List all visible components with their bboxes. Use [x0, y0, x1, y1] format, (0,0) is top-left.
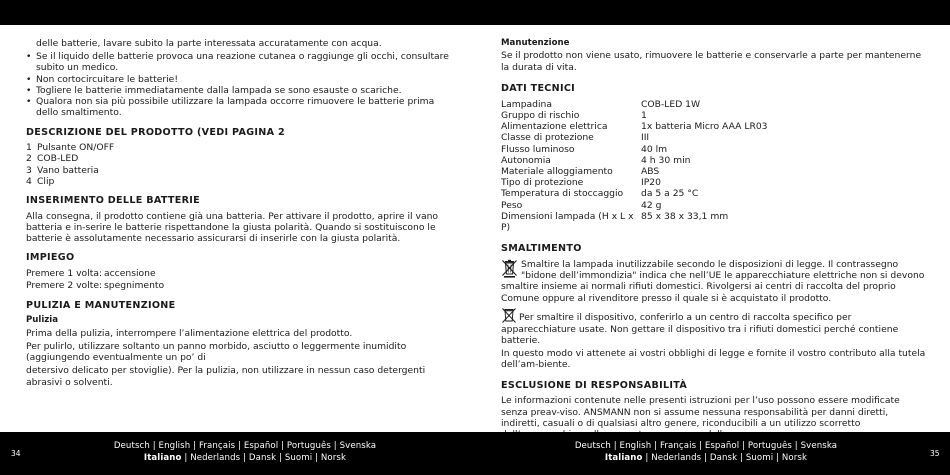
table-row: Materiale alloggiamento ABS [501, 165, 660, 177]
list-item: 4 Clip [26, 175, 55, 187]
table-row: Alimentazione elettrica 1x batteria Micro AAA LR03 [501, 121, 768, 133]
language-list: Italiano | Nederlands | Dansk | Suomi | Norsk [604, 452, 808, 463]
table-row: Autonomia 4 h 30 min [501, 154, 691, 166]
language-list: Deutsch | English | Français | Español | Português | Svenska [574, 441, 838, 451]
liability-text: Le informazioni contenute nelle presenti istruzioni per l’uso possono essere modificate senza preav-viso. ANSMANN non si assume nessuna responsabilità per danni diretti, indiretti, casuali o di qualsiasi altro genere, riconducibili a un utilizzo scorretto [501, 395, 900, 429]
list-item: • Non cortocircuitare le batterie! [26, 74, 450, 85]
battery-safety-intro: delle batterie, lavare subito la parte interessata accuratamente con acqua. [36, 38, 382, 49]
disposal-text-2: Per smaltire il dispositivo, conferirlo a un centro di raccolta specifico per apparecchiature usate. Non gettare il dispositivo tra i rifiuti domestici perché contiene batterie. [501, 307, 927, 346]
tech-heading: DATI TECNICI [501, 82, 576, 94]
maintenance-text: Se il prodotto non viene usato, rimuovere le batterie e conservarle a parte per mantenerne la durata di vita. [501, 50, 922, 73]
list-item: • Qualora non sia più possibile utilizzare la lampada occorre rimuovere le batterie prima dello smaltimento. [26, 96, 450, 118]
table-row: Tipo di protezione IP20 [501, 177, 661, 189]
battery-bin-icon [501, 307, 517, 324]
description-heading: DESCRIZIONE DEL PRODOTTO (VEDI PAGINA 2 [26, 126, 285, 138]
tech-table [501, 99, 768, 234]
list-item: • Se il liquido delle batterie provoca una reazione cutanea o raggiunge gli occhi, consultare subito un medico. [26, 51, 450, 73]
list-item: 3 Vano batteria [26, 164, 99, 176]
batteries-text: Alla consegna, il prodotto contiene già una batteria. Per attivare il prodotto, aprire il vano batteria e in-serire le batterie rispettandone la giusta polarità. Quando si sostituiscono le batterie è assolutamente necessario assicurarsi di inserirle con la giusta polarità. [26, 210, 439, 245]
page-number-right: 35 [930, 449, 940, 458]
battery-safety-list [26, 51, 450, 118]
disposal-text-1: Smaltire la lampada inutilizzabile secondo le disposizioni di legge. Il contrassegno "bidone dell’immondizia" indica che nell’UE le apparecchiature elettriche non si devono smaltire insieme ai normali rifiuti domestici. Rivolgersi ai centri di raccolta del proprio Comune oppure al rivenditore presso il quale si è acquistato il prodotto. [501, 258, 925, 304]
language-nav-left [100, 441, 390, 465]
footer-bar [0, 432, 950, 475]
active-language: Italiano [143, 452, 182, 463]
disposal-text-3: In questo modo vi attenete ai vostri obblighi di legge e fornite il vostro contributo alla tutela dell’am-biente. [501, 348, 926, 371]
cleaning-text-3: detersivo delicato per stoviglie). Per la pulizia, non utilizzare in nessun caso detergenti abrasivi o solventi. [26, 365, 426, 388]
table-row: Lampadina COB-LED 1W [501, 98, 701, 110]
list-item: 1 Pulsante ON/OFF [26, 142, 115, 154]
table-row: Temperatura di stoccaggio da 5 a 25 °C [501, 188, 699, 200]
top-bar [0, 0, 950, 25]
table-row: Peso 42 g [501, 199, 662, 211]
disposal-heading: SMALTIMENTO [501, 243, 582, 255]
right-page [501, 38, 927, 442]
table-row: Flusso luminoso 40 lm [501, 143, 668, 155]
liability-heading: ESCLUSIONE DI RESPONSABILITÀ [501, 379, 688, 391]
language-nav-right [561, 441, 851, 465]
crossed-bin-icon [501, 259, 518, 278]
left-page [26, 38, 450, 390]
usage-heading: IMPIEGO [26, 252, 75, 264]
language-list: Italiano | Nederlands | Dansk | Suomi | Norsk [143, 452, 347, 463]
table-row: Classe di protezione III [501, 132, 650, 144]
care-heading: PULIZIA E MANUTENZIONE [26, 299, 176, 311]
active-language: Italiano [604, 452, 643, 463]
cleaning-text-1: Prima della pulizia, interrompere l’alimentazione elettrica del prodotto. [26, 327, 353, 339]
usage-row: Premere 2 volte: spegnimento [26, 280, 165, 292]
cleaning-subheading: Pulizia [26, 315, 59, 326]
batteries-heading: INSERIMENTO DELLE BATTERIE [26, 195, 200, 207]
table-row: Dimensioni lampada (H x L x P) 85 x 38 x 33,1 mm [501, 210, 729, 234]
parts-list [26, 142, 450, 187]
list-item: • Togliere le batterie immediatamente dalla lampada se sono esauste o scariche. [26, 85, 450, 96]
maintenance-heading: Manutenzione [501, 38, 570, 48]
language-list: Deutsch | English | Français | Español | Português | Svenska [113, 441, 377, 451]
cleaning-text-2: Per pulirlo, utilizzare soltanto un panno morbido, asciutto o leggermente inumidito (aggiungendo eventualmente un po’ di [26, 341, 407, 364]
usage-row: Premere 1 volta: accensione [26, 268, 156, 280]
table-row: Gruppo di rischio 1 [501, 109, 647, 121]
page-number-left: 34 [11, 449, 21, 458]
list-item: 2 COB-LED [26, 153, 79, 165]
